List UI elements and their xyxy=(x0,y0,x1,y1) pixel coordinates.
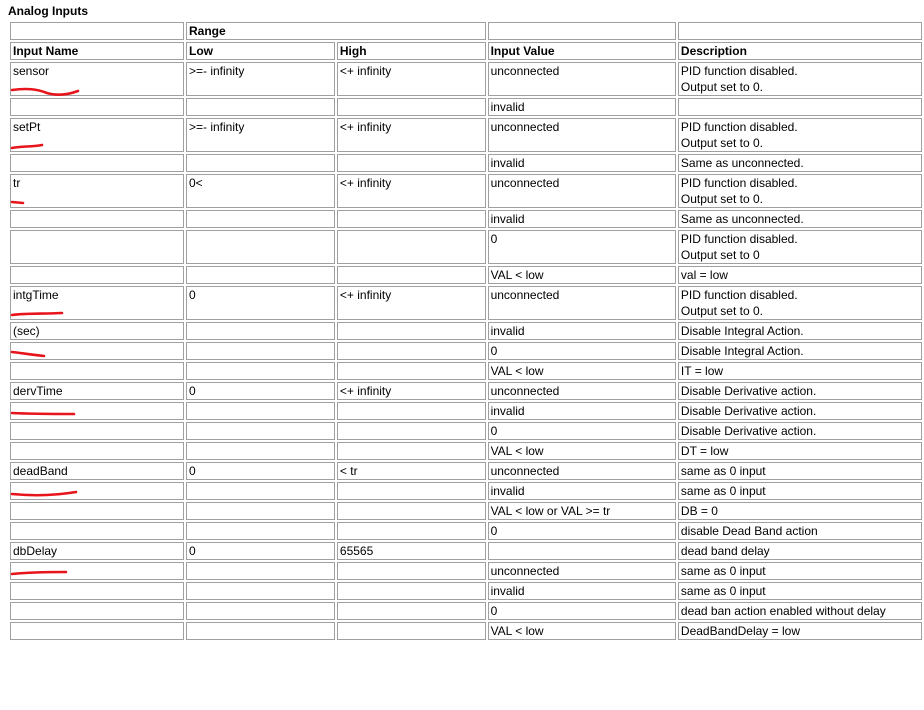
high-cell: <+ infinity xyxy=(337,286,486,320)
input-name-cell: (sec) xyxy=(10,322,184,340)
description-cell: Disable Derivative action. xyxy=(678,382,922,400)
low-cell: 0 xyxy=(186,286,335,320)
high-cell xyxy=(337,342,486,360)
description-cell: PID function disabled. Output set to 0. xyxy=(678,174,922,208)
input-value-cell: 0 xyxy=(488,342,676,360)
column-header-row xyxy=(10,42,922,60)
section-title: Analog Inputs xyxy=(8,4,88,18)
input-value-cell: invalid xyxy=(488,482,676,500)
input-value-cell: VAL < low xyxy=(488,622,676,640)
table-row xyxy=(10,542,922,560)
header-blank-cell xyxy=(10,22,184,40)
description-cell: PID function disabled. Output set to 0. xyxy=(678,118,922,152)
table-body xyxy=(10,62,922,640)
input-name-cell: intgTime xyxy=(10,286,184,320)
input-value-cell: 0 xyxy=(488,422,676,440)
input-value-cell: 0 xyxy=(488,522,676,540)
input-name-cell xyxy=(10,154,184,172)
input-value-cell: invalid xyxy=(488,402,676,420)
input-name-cell: tr xyxy=(10,174,184,208)
table-row xyxy=(10,62,922,96)
low-cell xyxy=(186,422,335,440)
high-cell: 65565 xyxy=(337,542,486,560)
input-name-cell xyxy=(10,362,184,380)
input-value-cell: unconnected xyxy=(488,462,676,480)
description-cell: Disable Derivative action. xyxy=(678,402,922,420)
low-cell xyxy=(186,266,335,284)
low-cell: 0 xyxy=(186,462,335,480)
low-cell xyxy=(186,230,335,264)
high-cell xyxy=(337,322,486,340)
input-value-cell: VAL < low xyxy=(488,442,676,460)
high-cell: < tr xyxy=(337,462,486,480)
table-row xyxy=(10,174,922,208)
low-cell: 0 xyxy=(186,542,335,560)
table-row xyxy=(10,442,922,460)
header-blank-cell xyxy=(678,22,922,40)
input-name-cell xyxy=(10,442,184,460)
low-cell: >=- infinity xyxy=(186,62,335,96)
high-cell xyxy=(337,602,486,620)
col-header-description: Description xyxy=(678,42,922,60)
low-cell: 0 xyxy=(186,382,335,400)
input-value-cell: 0 xyxy=(488,230,676,264)
table-row xyxy=(10,230,922,264)
input-name-cell xyxy=(10,482,184,500)
description-cell: Disable Integral Action. xyxy=(678,322,922,340)
table-row xyxy=(10,210,922,228)
input-value-cell: VAL < low xyxy=(488,266,676,284)
high-cell xyxy=(337,622,486,640)
input-name-cell xyxy=(10,602,184,620)
high-cell xyxy=(337,442,486,460)
high-cell xyxy=(337,98,486,116)
high-cell: <+ infinity xyxy=(337,118,486,152)
description-cell: dead band delay xyxy=(678,542,922,560)
description-cell: disable Dead Band action xyxy=(678,522,922,540)
input-value-cell: invalid xyxy=(488,210,676,228)
table-row xyxy=(10,622,922,640)
high-cell xyxy=(337,266,486,284)
high-cell xyxy=(337,154,486,172)
high-cell xyxy=(337,582,486,600)
description-cell xyxy=(678,98,922,116)
high-cell xyxy=(337,482,486,500)
input-name-cell xyxy=(10,422,184,440)
input-name-cell: dbDelay xyxy=(10,542,184,560)
table-row xyxy=(10,362,922,380)
low-cell xyxy=(186,522,335,540)
table-row xyxy=(10,342,922,360)
low-cell xyxy=(186,154,335,172)
low-cell xyxy=(186,502,335,520)
table-row xyxy=(10,462,922,480)
description-cell: Disable Integral Action. xyxy=(678,342,922,360)
input-value-cell: VAL < low or VAL >= tr xyxy=(488,502,676,520)
low-cell xyxy=(186,602,335,620)
col-header-high: High xyxy=(337,42,486,60)
description-cell: same as 0 input xyxy=(678,562,922,580)
description-cell: Disable Derivative action. xyxy=(678,422,922,440)
input-name-cell xyxy=(10,582,184,600)
description-cell: DB = 0 xyxy=(678,502,922,520)
description-cell: dead ban action enabled without delay xyxy=(678,602,922,620)
high-cell: <+ infinity xyxy=(337,62,486,96)
input-value-cell: 0 xyxy=(488,602,676,620)
input-value-cell xyxy=(488,542,676,560)
table-row xyxy=(10,266,922,284)
input-value-cell: unconnected xyxy=(488,382,676,400)
low-cell xyxy=(186,362,335,380)
high-cell xyxy=(337,362,486,380)
high-cell: <+ infinity xyxy=(337,174,486,208)
table-row xyxy=(10,422,922,440)
input-name-cell: sensor xyxy=(10,62,184,96)
input-name-cell xyxy=(10,342,184,360)
table-row xyxy=(10,118,922,152)
input-value-cell: unconnected xyxy=(488,118,676,152)
col-header-low: Low xyxy=(186,42,335,60)
description-cell: PID function disabled. Output set to 0. xyxy=(678,62,922,96)
table-row xyxy=(10,582,922,600)
range-header-cell: Range xyxy=(186,22,486,40)
low-cell xyxy=(186,562,335,580)
description-cell: PID function disabled. Output set to 0. xyxy=(678,286,922,320)
low-cell xyxy=(186,402,335,420)
table-row xyxy=(10,522,922,540)
description-cell: val = low xyxy=(678,266,922,284)
high-cell xyxy=(337,562,486,580)
input-name-cell: dervTime xyxy=(10,382,184,400)
table-row xyxy=(10,502,922,520)
col-header-input-value: Input Value xyxy=(488,42,676,60)
low-cell xyxy=(186,622,335,640)
description-cell: DT = low xyxy=(678,442,922,460)
analog-inputs-table xyxy=(8,20,924,642)
input-value-cell: unconnected xyxy=(488,286,676,320)
low-cell xyxy=(186,322,335,340)
description-cell: same as 0 input xyxy=(678,582,922,600)
low-cell xyxy=(186,442,335,460)
high-cell: <+ infinity xyxy=(337,382,486,400)
input-name-cell xyxy=(10,402,184,420)
description-cell: Same as unconnected. xyxy=(678,210,922,228)
input-name-cell xyxy=(10,502,184,520)
table-row xyxy=(10,98,922,116)
high-cell xyxy=(337,502,486,520)
input-name-cell: setPt xyxy=(10,118,184,152)
table-row xyxy=(10,602,922,620)
description-cell: PID function disabled. Output set to 0 xyxy=(678,230,922,264)
low-cell xyxy=(186,582,335,600)
high-cell xyxy=(337,402,486,420)
table-row xyxy=(10,286,922,320)
col-header-input-name: Input Name xyxy=(10,42,184,60)
table-row xyxy=(10,482,922,500)
header-blank-cell xyxy=(488,22,676,40)
low-cell xyxy=(186,482,335,500)
input-value-cell: unconnected xyxy=(488,174,676,208)
low-cell xyxy=(186,210,335,228)
table-row xyxy=(10,562,922,580)
input-value-cell: invalid xyxy=(488,154,676,172)
input-name-cell: deadBand xyxy=(10,462,184,480)
high-cell xyxy=(337,230,486,264)
input-value-cell: invalid xyxy=(488,322,676,340)
input-name-cell xyxy=(10,98,184,116)
input-name-cell xyxy=(10,230,184,264)
input-value-cell: invalid xyxy=(488,98,676,116)
description-cell: Same as unconnected. xyxy=(678,154,922,172)
high-cell xyxy=(337,522,486,540)
table-row xyxy=(10,322,922,340)
range-header-row xyxy=(10,22,922,40)
low-cell xyxy=(186,98,335,116)
input-name-cell xyxy=(10,266,184,284)
high-cell xyxy=(337,210,486,228)
table-row xyxy=(10,382,922,400)
description-cell: DeadBandDelay = low xyxy=(678,622,922,640)
low-cell: >=- infinity xyxy=(186,118,335,152)
low-cell xyxy=(186,342,335,360)
low-cell: 0< xyxy=(186,174,335,208)
input-name-cell xyxy=(10,522,184,540)
table-row xyxy=(10,402,922,420)
table-row xyxy=(10,154,922,172)
input-value-cell: unconnected xyxy=(488,62,676,96)
input-name-cell xyxy=(10,622,184,640)
description-cell: same as 0 input xyxy=(678,462,922,480)
high-cell xyxy=(337,422,486,440)
description-cell: IT = low xyxy=(678,362,922,380)
input-value-cell: VAL < low xyxy=(488,362,676,380)
description-cell: same as 0 input xyxy=(678,482,922,500)
input-value-cell: invalid xyxy=(488,582,676,600)
input-name-cell xyxy=(10,562,184,580)
input-name-cell xyxy=(10,210,184,228)
input-value-cell: unconnected xyxy=(488,562,676,580)
